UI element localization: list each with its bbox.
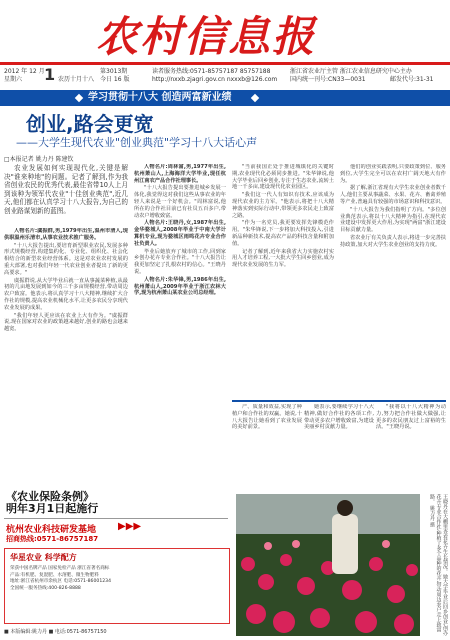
article-lead [4,164,128,226]
paragraph: 人物名片:朱华锋,男,1986年出生,杭州萧山人,2009年毕业于浙江农林大学,现为杭州萧山某农业公司总经理。 [134,276,226,297]
paragraph: 产、质量和效益,实现了种植户和合作社的双赢。她说,十八大报告让她看到了农业发展的美好前景。 [232,404,302,431]
flowers-illustration [236,494,420,636]
ad-fertilizer-title: 华星农业 科学配方 [10,553,77,562]
ad-research-base-title: 杭州农业科技研发基地 [6,525,97,535]
diamond-icon [75,94,83,102]
article-byline: □本报记者 姚力丹 陈建钦 [4,156,74,163]
regulation-notice-title: 《农业保险条例》 [6,490,94,503]
ad-line: 产品:有机肥、复混肥、水溶肥、微生物肥料 [10,572,99,578]
issue-info-bar [0,66,450,88]
paragraph: 人物名片:虞振群,男,1979年出生,温州市清人,现供职温州乐清市,从事农业技术推广服务。 [4,228,128,241]
paragraph: "我们这一代人有知识有技术,应该成为现代农业的主力军。"他表示,将把十八大精神落实到实际行动中,带领更多农民走上致富之路。 [232,192,334,219]
article-column-6 [304,404,374,484]
reader-hotline: 读者服务热线:0571-85757187 85757188 [152,68,271,75]
masthead [0,0,450,74]
paragraph: "我们年轻人更应该在农业上大有作为。"虞振群说,现在国家对农业的政策越来越好,创业的路也会越来越宽。 [4,312,128,333]
paragraph: 人物名片:王晓丹,女,1987年出生,金华婺城人,2008年毕业于中南大学计算机专业,现为婺城区雨鸣花卉专业合作社负责人。 [134,220,226,247]
paragraph: 她表示,要继续学习十八大精神,做好合作社的各项工作,带动更多农户增收致富,为建设美丽乡村贡献力量。 [304,404,374,431]
paragraph: 人物名片:周林富,男,1977年出生,杭州萧山人,上海海洋大学毕业,现任杭州江南农产品合作社理事长。 [134,164,226,184]
website-url[interactable]: http://nxxb.zjagri.gov.cn nxxxb@126.com [152,76,278,83]
lead-paragraph: 农业发展如何实现现代化,关键是解决"谁来种地"的问题。记者了解到,作为我省创业农民的优秀代表,最佳省带10人上月到该种为领军代农业"十佳创业典范",近几天,他们都在认真学习十八大报告,为自己的创业路谋划新的蓝图。 [4,164,128,215]
issue-number: 第3013期 [100,68,128,75]
photo-caption: 王晓丹在大棚里查看花卉生长情况。她大学毕业后回乡创业,创办花卉专业合作社,种植了多个品种的花卉,带动周边农户走上致富路。 姚力丹 摄 [429,494,448,636]
ad-fertilizer-body [10,566,222,592]
paragraph: 记者了解到,近年来我省大力实施农村实用人才培养工程,一大批大学生回乡创业,成为现代农业发展的生力军。 [232,248,334,269]
page-count: 今日 16 版 [100,76,130,83]
paragraph: "我将以十八大精神为动力,努力把合作社做大做强,让更多的农民朋友过上富裕的生活。"王晓丹说。 [376,404,446,431]
newspaper-logo: 农村信息报 [96,12,317,61]
ad-research-base-phone: 招商热线:0571-86757187 [6,535,99,543]
article-column-7 [376,404,446,484]
publisher-info: 浙江省农业厅主管 浙江农业信息研究中心主办 [290,68,412,75]
article-column-5 [232,404,302,484]
paragraph: 据了解,浙江省现有大学生农业创业者数千人,他们主要从事蔬菜、水果、花卉、畜禽养殖等产业,普遍具有较强的市场意识和科技意识。 [340,185,446,205]
postal-code: 邮发代号:31-31 [390,76,434,83]
ad-line: 全国统一服务热线:400-826-8888 [10,585,81,591]
page-footer: ■ 本版编辑:姚力丹 ■ 电话:0571-86757150 [4,629,107,635]
column-divider [232,400,446,402]
ad-line: 地址:浙江省杭州市余杭区 电话:0571-86001234 [10,579,112,585]
article-column-2 [134,164,226,474]
section-band-label: 学习贯彻十八大 创造两富新业绩 [88,92,232,103]
issue-weekday: 星期六 [4,76,23,83]
ad-line: 荣获中国名牌产品 国家免检产品 浙江省著名商标 [10,566,110,571]
greenhouse-flowers-photo [236,494,420,636]
article-subheadline: ——大学生现代农业"创业典范"学习十八大话心声 [16,136,258,149]
article-headline: 创业,路会更宽 [26,112,154,136]
section-band [0,90,450,106]
paragraph: 他们的创业实践表明,只要政策到位、服务到位,大学生完全可以在农村广阔天地大有作为。 [340,164,446,184]
paragraph: "作为一名党员,我更要发挥先锋模范作用。"朱华锋说,下一步将加大科技投入,引进新品种新技术,提高农产品的科技含量和附加值。 [232,220,334,247]
cn-number: 国内统一刊号:CN33—0031 [290,76,366,83]
regulation-notice-subtitle: 明年3月1日起施行 [6,502,99,515]
paragraph: "十八大报告提出要推进城乡发展一体化,我觉得这对我们这些从事农业的年轻人来说是一个好机会。"周林富说,他所在的合作社目前已有社员五百多户,带动农户增收致富。 [134,185,226,219]
article-column-3 [232,164,334,400]
paragraph: 虞振群说,从大学毕业后就一直从事蔬菜种植,从最初的几亩地发展到如今的三千多亩规模经营,带动周边农户致富。他表示,将认真学习十八大精神,继续扩大合作社的规模,提高农业机械化水平,让更多农民分享现代农业发展的成果。 [4,277,128,311]
diamond-icon [251,94,259,102]
article-column-1 [4,228,128,480]
paragraph: "当前我国正处于推进城镇化的关键时期,农业现代化必须同步推进。"朱华锋说,他大学毕业后回乡创业,专注于生态农业,流转土地一千多亩,建设现代化农业园区。 [232,164,334,191]
issue-date: 2012 年 12 月 [4,68,45,75]
paragraph: "十八大报告提出,要培育新型职业农民,发展多种形式规模经营,构建集约化、专业化、组织化、社会化相结合的新型农业经营体系。这是对农业农村发展的重大部署,也对我们年轻一代农业创业者提出了新的更高要求。" [4,242,128,276]
paragraph: "十八大报告为我们指明了方向。"多位创业典范表示,将以十八大精神为指引,在现代农业建设中发挥更大作用,为实现"两富"浙江建设目标贡献力量。 [340,206,446,234]
issue-day: 1 [44,65,56,84]
article-column-4 [340,164,446,400]
paragraph: 毕业后她放弃了城市的工作,回到家乡创办花卉专业合作社。"十八大报告让我更加坚定了扎根农村的信心。"王晓丹说。 [134,248,226,275]
paragraph: 省农业厅有关负责人表示,将进一步完善扶持政策,加大对大学生农业创业的支持力度。 [340,234,446,248]
masthead-divider [0,62,450,65]
issue-lunar-date: 农历十月十八 [58,76,95,83]
arrow-icon: ▶▶▶ [118,521,142,532]
